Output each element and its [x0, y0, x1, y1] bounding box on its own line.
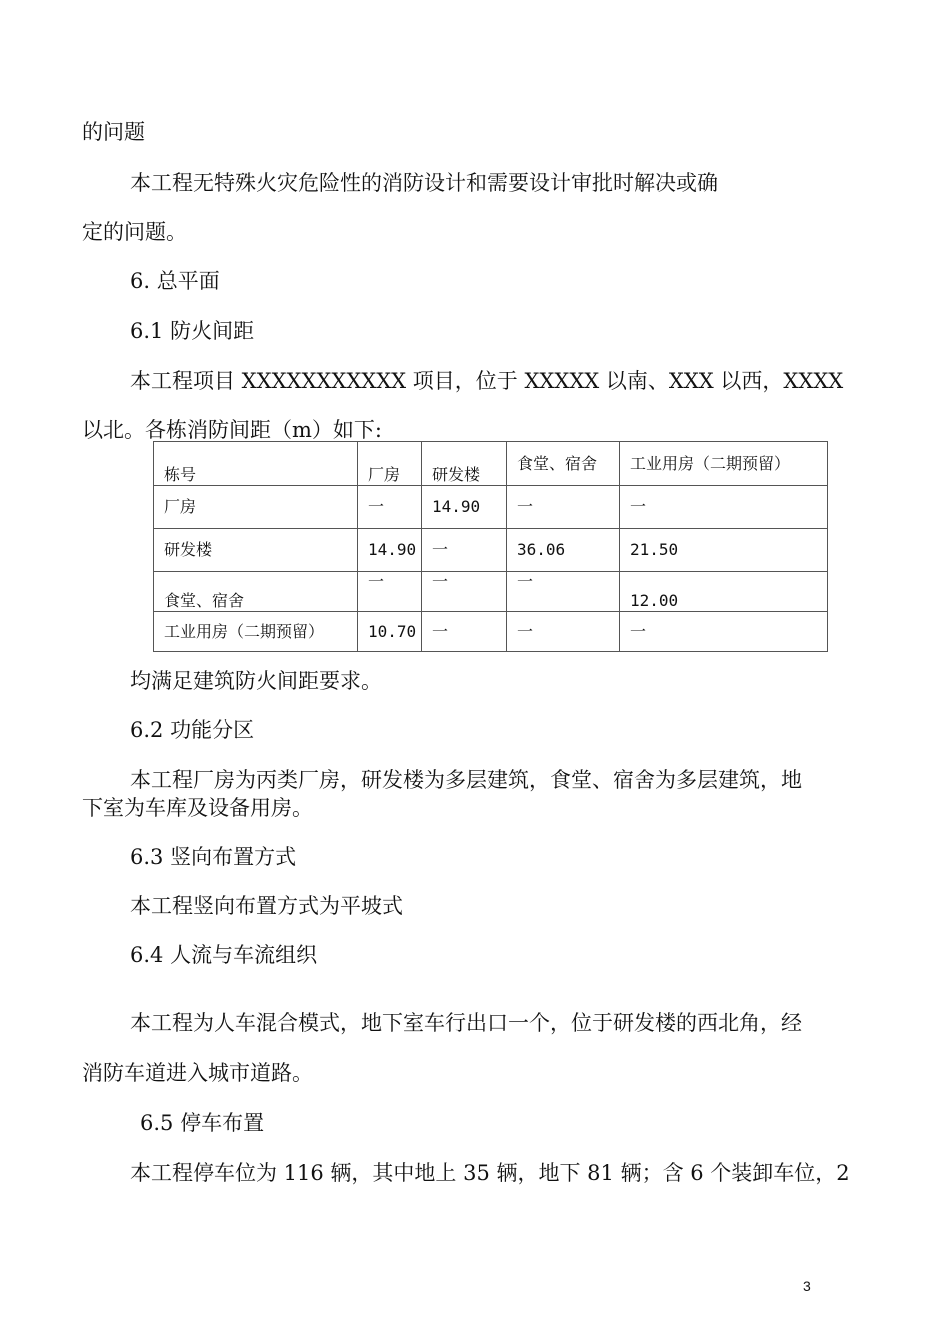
text-line-6: 本工程项目 XXXXXXXXXXX 项目，位于 XXXXX 以南、XXX 以西，XXXX [130, 369, 844, 393]
table-cell: 工业用房（二期预留） [154, 612, 358, 652]
text-line-3: 定的问题。 [82, 220, 187, 244]
table-cell: 14.90 [422, 486, 507, 529]
text-line-11: 下室为车库及设备用房。 [82, 796, 313, 820]
table-header-cell: 工业用房（二期预留） [620, 442, 828, 486]
text-line-1: 的问题 [82, 120, 145, 144]
table-cell: 12.00 [620, 572, 828, 612]
subsection-heading-6-4: 6.4 人流与车流组织 [130, 943, 318, 967]
table-cell: 一 [620, 612, 828, 652]
table-cell: 一 [422, 529, 507, 572]
table-cell: 21.50 [620, 529, 828, 572]
text-line-8: 均满足建筑防火间距要求。 [130, 669, 382, 693]
table-cell: 厂房 [154, 486, 358, 529]
table-header-cell: 栋号 [154, 442, 358, 486]
table-cell: 36.06 [507, 529, 620, 572]
table-cell: 一 [422, 612, 507, 652]
table-header-cell: 研发楼 [422, 442, 507, 486]
text-line-18: 本工程停车位为 116 辆，其中地上 35 辆，地下 81 辆；含 6 个装卸车位，2 [130, 1161, 850, 1185]
table-cell: 一 [507, 486, 620, 529]
table-cell: 一 [620, 486, 828, 529]
text-line-10: 本工程厂房为丙类厂房，研发楼为多层建筑，食堂、宿舍为多层建筑，地 [130, 768, 802, 792]
text-line-2: 本工程无特殊火灾危险性的消防设计和需要设计审批时解决或确 [130, 171, 718, 195]
table-row [154, 529, 828, 572]
table-cell: 食堂、宿舍 [154, 572, 358, 612]
text-line-13: 本工程竖向布置方式为平坡式 [130, 894, 403, 918]
fire-distance-table [153, 441, 828, 652]
text-line-16: 消防车道进入城市道路。 [82, 1061, 313, 1085]
table-row [154, 572, 828, 612]
table-cell: 一 [422, 572, 507, 612]
table-cell: 10.70 [358, 612, 422, 652]
text-line-15: 本工程为人车混合模式，地下室车行出口一个，位于研发楼的西北角，经 [130, 1011, 802, 1035]
table-header-cell: 厂房 [358, 442, 422, 486]
subsection-heading-6-2: 6.2 功能分区 [130, 718, 255, 742]
table-cell: 研发楼 [154, 529, 358, 572]
subsection-heading-6-3: 6.3 竖向布置方式 [130, 845, 297, 869]
table-cell: 一 [358, 486, 422, 529]
table-cell: 一 [507, 612, 620, 652]
table-header-cell: 食堂、宿舍 [507, 442, 620, 486]
section-heading-6: 6. 总平面 [130, 269, 220, 293]
table-row [154, 486, 828, 529]
table-row [154, 612, 828, 652]
table-header-row [154, 442, 828, 486]
subsection-heading-6-1: 6.1 防火间距 [130, 319, 255, 343]
table-cell: 一 [507, 572, 620, 612]
page-number: 3 [803, 1278, 811, 1294]
table-cell: 一 [358, 572, 422, 612]
table-cell: 14.90 [358, 529, 422, 572]
subsection-heading-6-5: 6.5 停车布置 [140, 1111, 265, 1135]
text-line-7: 以北。各栋消防间距（m）如下: [82, 418, 382, 442]
